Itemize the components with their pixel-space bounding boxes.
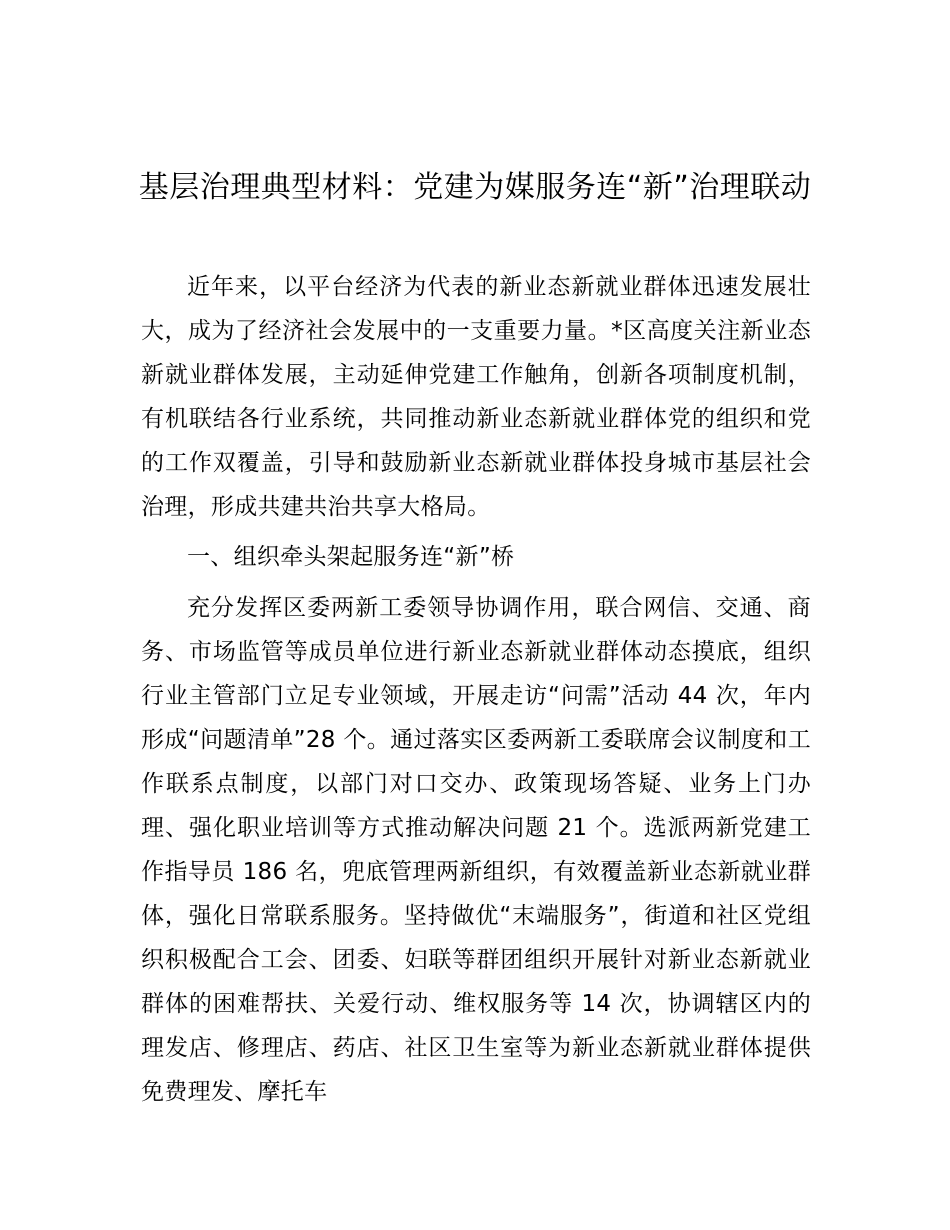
section-1-paragraph: 充分发挥区委两新工委领导协调作用，联合网信、交通、商务、市场监管等成员单位进行新业态新就业群体动态摸底，组织行业主管部门立足专业领域，开展走访“问需”活动 44 次，年内形成“问题清单”28 个。通过落实区委两新工委联席会议制度和工作联系点制度，以部门对口交办、政策现场答疑、业务上门办理、强化职业培训等方式推动解决问题 21 个。选派两新党建工作指导员 186 名，兜底管理两新组织，有效覆盖新业态新就业群体，强化日常联系服务。坚持做优“末端服务”，街道和社区党组织积极配合工会、团委、妇联等群团组织开展针对新业态新就业群体的困难帮扶、关爱行动、维权服务等 14 次，协调辖区内的理发店、修理店、药店、社区卫生室等为新业态新就业群体提供免费理发、摩托车 bbox=[141, 595, 811, 1105]
document-title: 基层治理典型材料：党建为媒服务连“新”治理联动 bbox=[138, 170, 812, 205]
intro-paragraph: 近年来，以平台经济为代表的新业态新就业群体迅速发展壮大，成为了经济社会发展中的一支重要力量。*区高度关注新业态新就业群体发展，主动延伸党建工作触角，创新各项制度机制，有机联结各行业系统，共同推动新业态新就业群体党的组织和党的工作双覆盖，引导和鼓励新业态新就业群体投身城市基层社会治理，形成共建共治共享大格局。 bbox=[141, 274, 811, 520]
section-heading-1: 一、组织牵头架起服务连“新”桥 bbox=[187, 544, 515, 570]
